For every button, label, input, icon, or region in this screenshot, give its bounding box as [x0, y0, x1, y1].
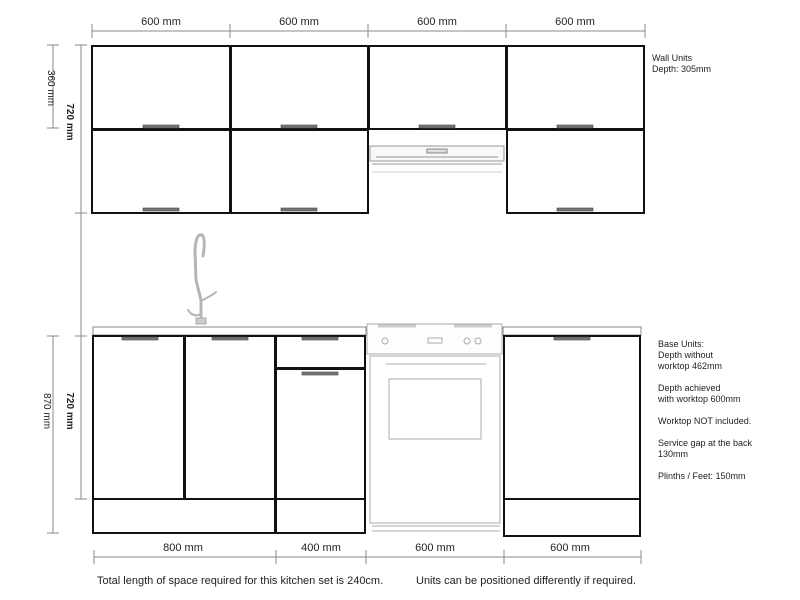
wall-cabinet-door — [92, 130, 230, 213]
base-unit-height-label: 720 mm — [64, 392, 75, 430]
note-line: worktop 462mm — [658, 361, 723, 371]
base-cabinet-door — [185, 336, 275, 499]
note-line: Base Units: — [658, 339, 705, 349]
top-width-label: 600 mm — [279, 16, 319, 28]
wall-cabinet-door — [369, 46, 506, 129]
wall-units-note — [652, 53, 711, 75]
bottom-width-label: 600 mm — [550, 542, 590, 554]
base-cabinet-door — [93, 336, 184, 499]
handle — [302, 372, 338, 375]
handle — [281, 125, 317, 128]
handle — [557, 125, 593, 128]
footer-positioning-note: Units can be positioned differently if required. — [416, 575, 636, 587]
wall-units — [92, 46, 644, 213]
wall-cabinet-door — [507, 46, 644, 129]
oven-icon — [367, 324, 502, 531]
handle — [143, 208, 179, 211]
wall-unit-height-label: 720 mm — [64, 103, 75, 141]
note-line: Depth: 305mm — [652, 64, 712, 74]
base-units — [93, 336, 640, 536]
note-line: Worktop NOT included. — [658, 416, 752, 426]
base-cabinet-door — [504, 336, 640, 499]
extractor-hood — [370, 146, 504, 172]
note-line: Depth without — [658, 350, 714, 360]
base-cabinet-door — [276, 369, 365, 499]
handle — [281, 208, 317, 211]
handle — [302, 337, 338, 340]
worktop — [93, 327, 366, 335]
note-line: 130mm — [658, 449, 689, 459]
base-drawer — [276, 336, 365, 368]
base-total-height-label: 870 mm — [41, 392, 52, 430]
wall-cabinet-door — [92, 46, 230, 129]
handle — [419, 125, 455, 128]
base-units-note — [658, 339, 752, 482]
handle — [212, 337, 248, 340]
base-plinth — [504, 499, 640, 536]
wall-cabinet-door — [231, 130, 368, 213]
bottom-width-label: 800 mm — [163, 542, 203, 554]
bottom-width-label: 400 mm — [301, 542, 341, 554]
note-line: Service gap at the back — [658, 438, 753, 448]
wall-total-height-label: 360 mm — [45, 69, 56, 107]
top-width-label: 600 mm — [141, 16, 181, 28]
worktop — [503, 327, 641, 335]
note-line: Plinths / Feet: 150mm — [658, 471, 746, 481]
top-width-label: 600 mm — [417, 16, 457, 28]
note-line: Wall Units — [652, 53, 693, 63]
base-plinth — [276, 499, 365, 533]
handle — [122, 337, 158, 340]
footer-total-length: Total length of space required for this kitchen set is 240cm. — [97, 575, 384, 587]
wall-cabinet-door — [231, 46, 368, 129]
tap-icon — [188, 235, 216, 324]
note-line: Depth achieved — [658, 383, 721, 393]
wall-cabinet-door — [507, 130, 644, 213]
handle — [143, 125, 179, 128]
handle — [554, 337, 590, 340]
top-width-label: 600 mm — [555, 16, 595, 28]
handle — [557, 208, 593, 211]
note-line: with worktop 600mm — [658, 394, 741, 404]
bottom-width-label: 600 mm — [415, 542, 455, 554]
base-plinth — [93, 499, 275, 533]
